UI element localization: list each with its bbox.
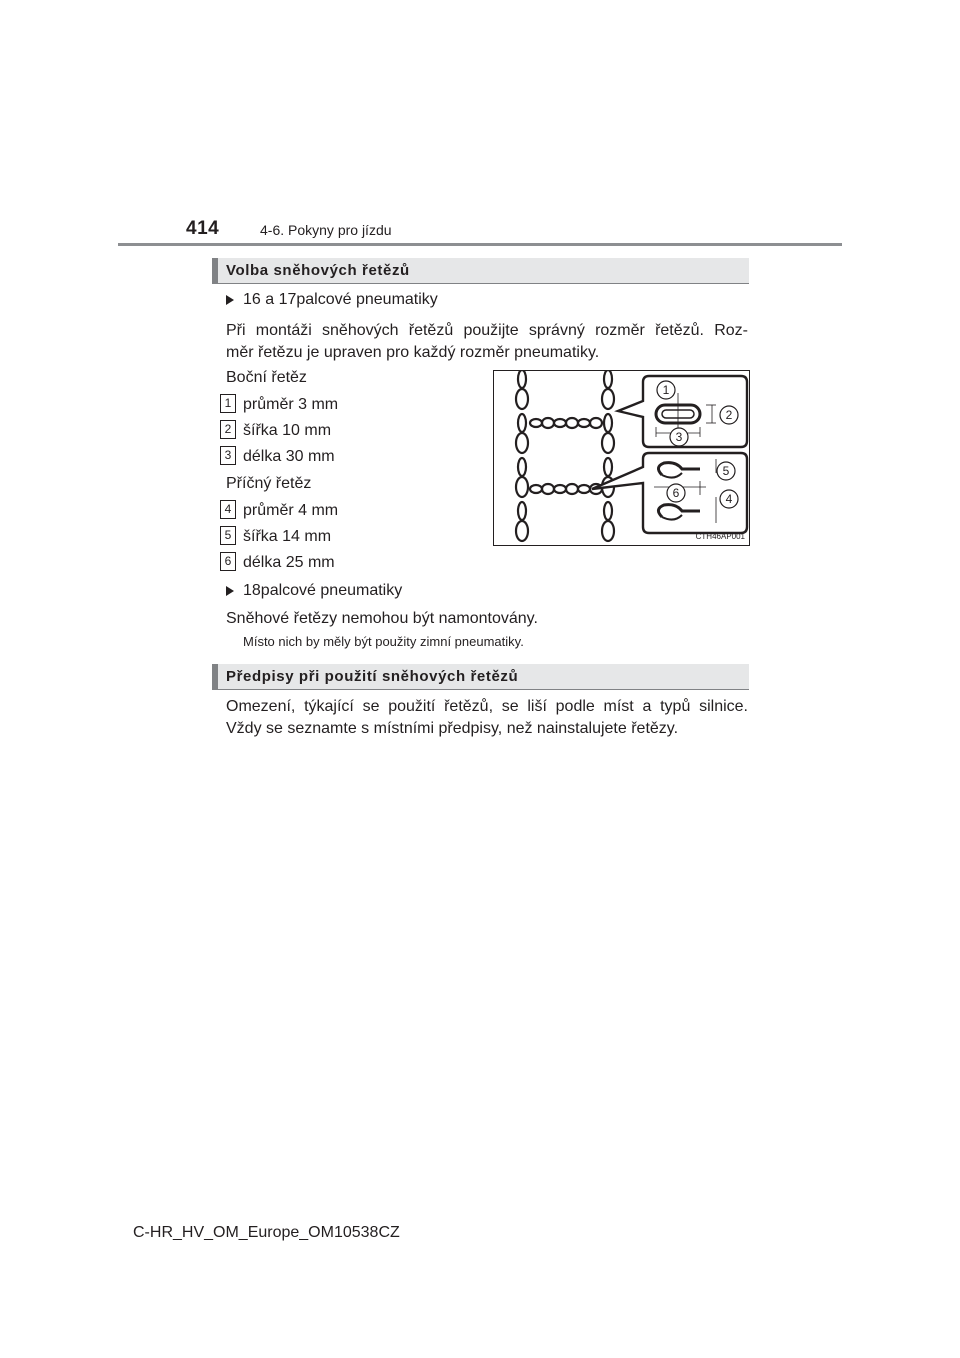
bullet-arrow-icon [226,295,234,305]
spec-width: šířka 14 mm [243,528,332,545]
callout-number: 4 [725,492,733,506]
cross-chain-label: Příčný řetěz [226,475,312,492]
spec-length: délka 30 mm [243,448,335,465]
paragraph-line: Při montáži sněhových řetězů použijte správný rozměr řetězů. Roz- [226,322,748,339]
spec-diameter: průměr 4 mm [243,502,339,519]
callout-number: 6 [672,486,680,500]
paragraph-line: Vždy se seznamte s místními předpisy, než nainstalujete řetězy. [226,720,679,737]
number-badge: 3 [220,446,236,465]
number-badge: 5 [220,526,236,545]
snow-chain-illustration [494,371,749,545]
footer-doc-code: C-HR_HV_OM_Europe_OM10538CZ [133,1224,400,1241]
section-heading-regulations: Předpisy při použití sněhových řetězů [212,664,749,690]
section-label: 4-6. Pokyny pro jízdu [260,222,392,238]
spec-length: délka 25 mm [243,554,335,571]
spec-width: šířka 10 mm [243,422,332,439]
number-badge: 4 [220,500,236,519]
snow-chain-figure [493,370,750,546]
number-badge: 1 [220,394,236,413]
spec-diameter: průměr 3 mm [243,396,339,413]
number-badge: 6 [220,552,236,571]
callout-number: 1 [662,383,670,397]
item-title-18: 18palcové pneumatiky [243,582,403,599]
number-badge: 2 [220,420,236,439]
item-text-18: Sněhové řetězy nemohou být namontovány. [226,610,538,627]
paragraph-line: měr řetězu je upraven pro každý rozměr pneumatiky. [226,344,600,361]
figure-code: CTH46AP001 [695,532,745,541]
callout-number: 5 [722,464,730,478]
side-chain-label: Boční řetěz [226,369,307,386]
callout-number: 2 [725,408,733,422]
item-title-16-17: 16 a 17palcové pneumatiky [243,291,438,308]
callout-number: 3 [675,430,683,444]
bullet-arrow-icon [226,586,234,596]
header-rule [118,243,842,246]
section-heading-snow-chains: Volba sněhových řetězů [212,258,749,284]
paragraph-line: Omezení, týkající se použití řetězů, se liší podle míst a typů silnice. [226,698,748,715]
note-winter-tires: Místo nich by měly být použity zimní pneumatiky. [243,634,524,649]
page-number: 414 [186,218,220,239]
